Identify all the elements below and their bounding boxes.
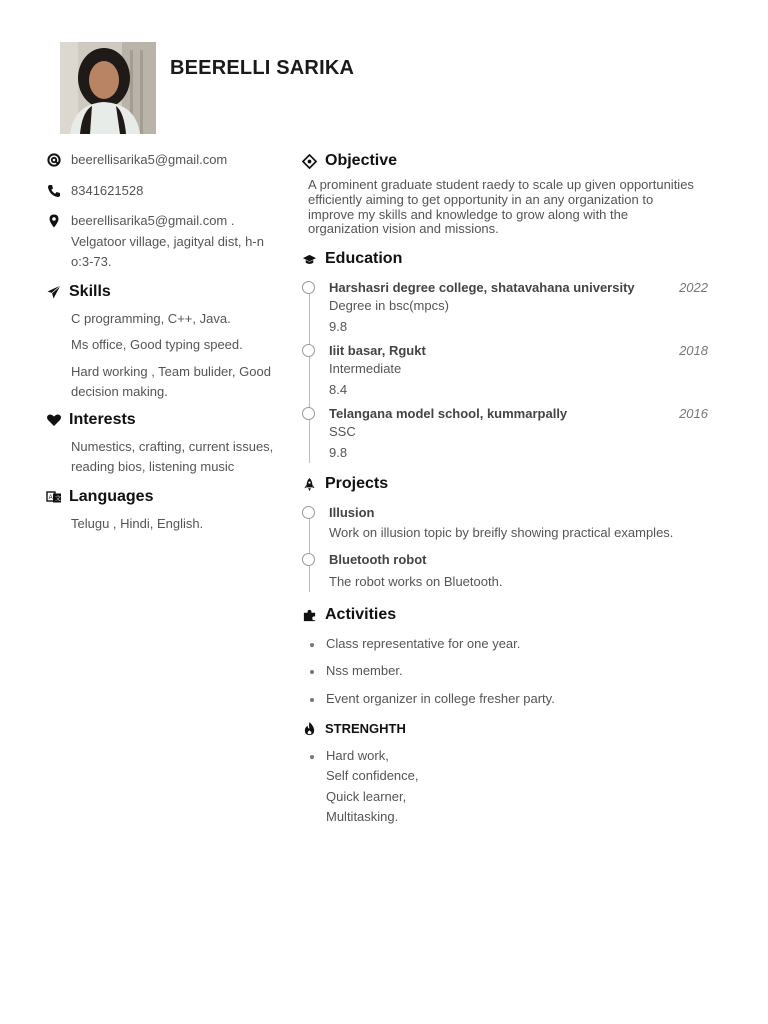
objective-heading: [302, 152, 714, 170]
activities-list: [302, 634, 714, 709]
degree-text: SSC: [329, 424, 356, 440]
activities-heading: [302, 606, 714, 624]
contact-address: [46, 211, 286, 273]
activity-text: Class representative for one year.: [326, 636, 521, 652]
education-heading: [302, 250, 714, 268]
education-year: 2018: [679, 343, 708, 359]
interests-heading: [46, 411, 286, 429]
projects-heading: [302, 475, 714, 493]
project-name: Bluetooth robot: [329, 551, 427, 567]
timeline-dot: [302, 553, 315, 566]
education-item: [329, 343, 714, 400]
graduation-cap-icon: [302, 252, 317, 267]
bullet-dot: [310, 670, 314, 674]
timeline-dot: [302, 407, 315, 420]
timeline-line: [309, 286, 310, 463]
activities-title: Activities: [325, 606, 397, 624]
puzzle-piece-icon: [302, 608, 317, 623]
activity-item: [310, 689, 714, 709]
project-name: Illusion: [329, 505, 375, 521]
activity-item: [310, 661, 714, 681]
timeline-dot: [302, 281, 315, 294]
candidate-name: BEERELLI SARIKA: [170, 57, 355, 79]
strength-heading: [302, 721, 714, 736]
skill-item: Ms office, Good typing speed.: [71, 337, 243, 352]
strength-line: Self confidence,: [326, 768, 419, 784]
rocket-icon: [46, 284, 62, 300]
strength-list: [302, 746, 714, 827]
bullet-dot: [310, 755, 314, 759]
projects-title: Projects: [325, 475, 389, 493]
school-name: Telangana model school, kummarpally: [329, 406, 568, 422]
strength-text: [326, 746, 419, 827]
address-text: [71, 211, 264, 273]
timeline-dot: [302, 506, 315, 519]
svg-text:文: 文: [55, 496, 62, 502]
activity-text: Event organizer in college fresher party.: [326, 690, 555, 706]
address-line-3: o:3-73.: [71, 254, 112, 269]
contact-phone: [46, 181, 286, 202]
svg-text:A: A: [48, 494, 53, 501]
timeline-dot: [302, 344, 315, 357]
project-desc: The robot works on Bluetooth.: [329, 573, 503, 589]
project-item: [329, 552, 714, 593]
profile-photo: [60, 42, 156, 134]
phone-text[interactable]: 8341621528: [71, 182, 144, 198]
languages-heading: [46, 488, 286, 506]
skill-item: Hard working , Team bulider, Good decision making.: [71, 363, 271, 399]
degree-text: Degree in bsc(mpcs): [329, 298, 449, 314]
objective-text: A prominent graduate student raedy to scale up given opportunities efficiently aiming to get opportunity in an any organization to improve my skills and knowledge to grow along with the organization vision and missions.: [308, 177, 694, 237]
interests-title: Interests: [69, 410, 136, 428]
project-item: [329, 505, 714, 544]
strength-line: Hard work,: [326, 748, 389, 764]
translate-icon: [46, 489, 62, 505]
objective-title: Objective: [325, 152, 398, 169]
bullet-dot: [310, 643, 314, 647]
email-text[interactable]: beerellisarika5@gmail.com: [71, 152, 228, 167]
rocket-launch-icon: [302, 477, 317, 492]
score-text: 8.4: [329, 381, 348, 397]
strength-line: Quick learner,: [326, 788, 407, 804]
phone-icon: [46, 183, 62, 199]
location-pin-icon: [46, 213, 62, 229]
strength-item: [310, 746, 714, 827]
left-column: [46, 150, 286, 540]
timeline-line: [309, 511, 310, 592]
at-sign-icon: [46, 152, 62, 168]
flame-icon: [302, 721, 317, 736]
activity-item: [310, 634, 714, 654]
languages-title: Languages: [69, 487, 154, 505]
score-text: 9.8: [329, 318, 348, 334]
heart-icon: [46, 412, 62, 428]
strength-title: STRENGHTH: [325, 721, 406, 737]
bullet-dot: [310, 698, 314, 702]
project-desc: Work on illusion topic by breifly showing practical examples.: [329, 525, 674, 541]
education-year: 2016: [679, 406, 708, 422]
activity-text: Nss member.: [326, 663, 403, 679]
education-year: 2022: [679, 280, 708, 296]
address-line-2: Velgatoor village, jagityal dist, h-n: [71, 233, 264, 249]
education-timeline: [302, 280, 714, 463]
school-name: Harshasri degree college, shatavahana university: [329, 280, 635, 296]
contact-email: [46, 150, 286, 171]
skill-item: C programming, C++, Java.: [71, 310, 231, 326]
education-item: [329, 280, 714, 337]
skills-heading: [46, 283, 286, 301]
projects-timeline: [302, 505, 714, 592]
interests-text: Numestics, crafting, current issues, reading bios, listening music: [71, 438, 274, 474]
crosshair-icon: [302, 154, 317, 169]
right-column: [302, 152, 714, 834]
education-item: [329, 406, 714, 463]
strength-line: Multitasking.: [326, 808, 399, 824]
degree-text: Intermediate: [329, 361, 402, 377]
address-line-1: beerellisarika5@gmail.com .: [71, 213, 235, 228]
skills-title: Skills: [69, 282, 111, 300]
languages-text: Telugu , Hindi, English.: [71, 515, 204, 531]
education-title: Education: [325, 250, 403, 268]
school-name: Iiit basar, Rgukt: [329, 343, 426, 359]
score-text: 9.8: [329, 444, 348, 460]
